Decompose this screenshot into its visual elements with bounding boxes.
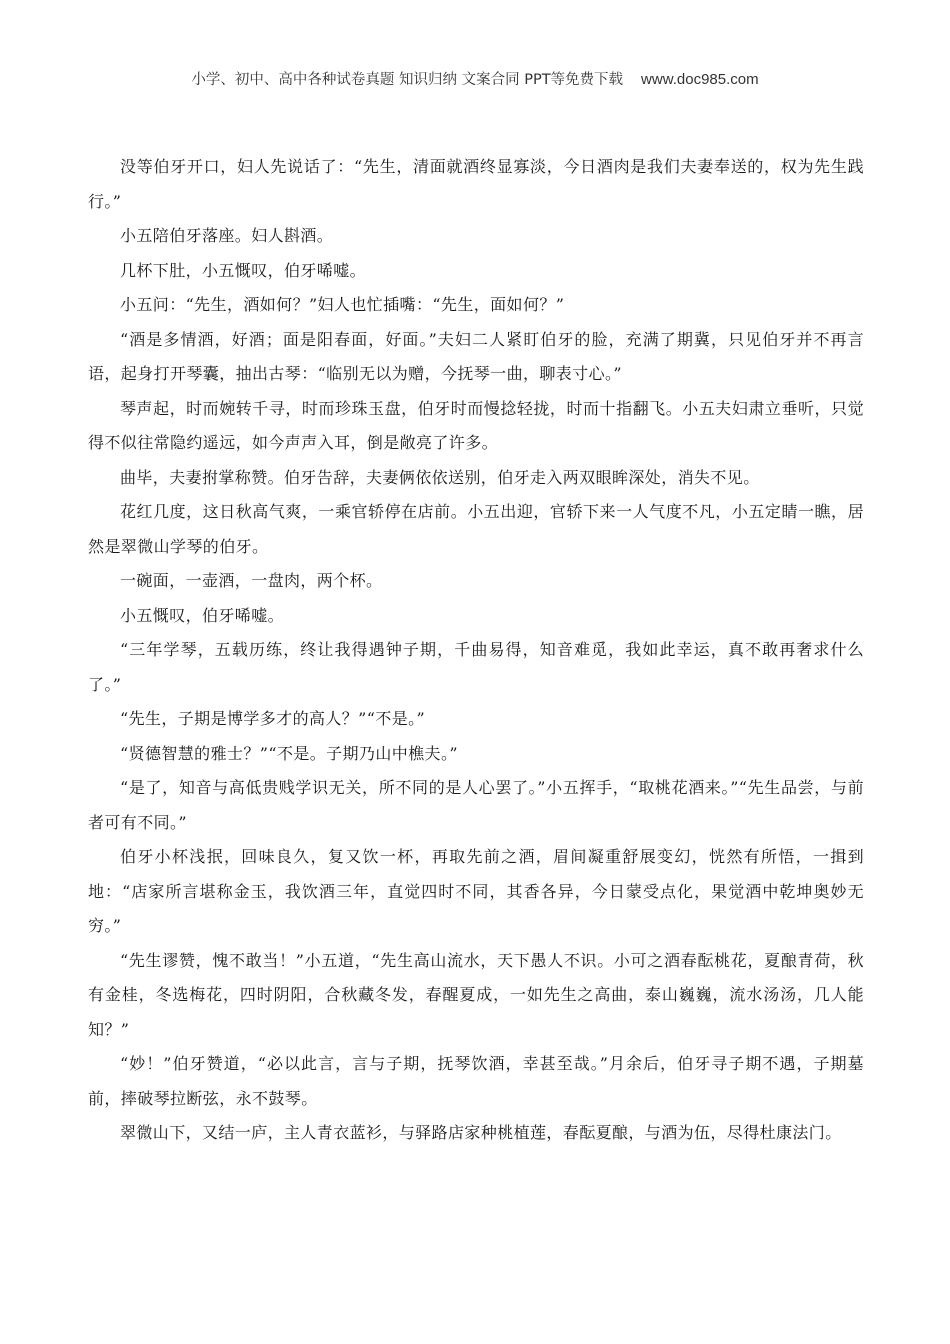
- paragraph: 没等伯牙开口，妇人先说话了：“先生，清面就酒终显寡淡，今日酒肉是我们夫妻奉送的，权为先生践行。”: [88, 157, 864, 211]
- paragraph: “酒是多情酒，好酒；面是阳春面，好面。”夫妇二人紧盯伯牙的脸，充满了期冀，只见伯牙并不再言语，起身打开琴囊，抽出古琴：“临别无以为赠，今抚琴一曲，聊表寸心。”: [88, 329, 864, 383]
- paragraph: 几杯下肚，小五慨叹，伯牙唏嘘。: [120, 260, 367, 280]
- paragraph: 花红几度，这日秋高气爽，一乘官轿停在店前。小五出迎，官轿下来一人气度不凡，小五定睛一瞧，居然是翠微山学琴的伯牙。: [88, 502, 864, 556]
- paragraph: 小五问：“先生，酒如何？”妇人也忙插嘴：“先生，面如何？”: [120, 295, 565, 314]
- article-body: [88, 150, 864, 1151]
- paragraph: 伯牙小杯浅抿，回味良久，复又饮一杯，再取先前之酒，眉间凝重舒展变幻，恍然有所悟，一揖到地：“店家所言堪称金玉，我饮酒三年，直觉四时不同，其香各异，今日蒙受点化，果觉酒中乾坤奥妙无穷。”: [88, 847, 864, 935]
- paragraph: “先生谬赞，愧不敢当！”小五道，“先生高山流水，天下愚人不识。小可之酒春酝桃花，夏酿青荷，秋有金桂，冬选梅花，四时阴阳，合秋藏冬发，春醒夏成，一如先生之高曲，泰山巍巍，流水汤汤，几人能知？”: [88, 950, 864, 1039]
- header-text: 小学、初中、高中各种试卷真题 知识归纳 文案合同 PPT等免费下载: [191, 72, 624, 88]
- paragraph: 小五陪伯牙落座。妇人斟酒。: [120, 226, 334, 245]
- paragraph: 一碗面，一壶酒，一盘肉，两个杯。: [120, 571, 383, 590]
- paragraph: “先生，子期是博学多才的高人？”“不是。”: [120, 709, 426, 728]
- page-header: [0, 68, 950, 89]
- paragraph: 曲毕，夫妻拊掌称赞。伯牙告辞，夫妻俩依依送别，伯牙走入两双眼眸深处，消失不见。: [120, 467, 760, 487]
- paragraph: “三年学琴，五载历练，终让我得遇钟子期，千曲易得，知音难觅，我如此幸运，真不敢再奢求什么了。”: [88, 640, 864, 694]
- paragraph: “妙！”伯牙赞道，“必以此言，言与子期，抚琴饮酒，幸甚至哉。”月余后，伯牙寻子期不遇，子期墓前，摔破琴拉断弦，永不鼓琴。: [88, 1054, 864, 1108]
- paragraph: “是了，知音与高低贵贱学识无关，所不同的是人心罢了。”小五挥手，“取桃花酒来。”“先生品尝，与前者可有不同。”: [88, 778, 864, 832]
- paragraph: 翠微山下，又结一庐，主人青衣蓝衫，与驿路店家种桃植莲，春酝夏酿，与酒为伍，尽得杜康法门。: [120, 1123, 842, 1142]
- paragraph: 琴声起，时而婉转千寻，时而珍珠玉盘，伯牙时而慢捻轻拢，时而十指翻飞。小五夫妇肃立垂听，只觉得不似往常隐约遥远，如今声声入耳，倒是敞亮了许多。: [88, 398, 864, 452]
- paragraph: “贤德智慧的雅士？”“不是。子期乃山中樵夫。”: [120, 743, 458, 763]
- paragraph: 小五慨叹，伯牙唏嘘。: [120, 605, 285, 625]
- header-site-link[interactable]: www.doc985.com: [641, 71, 759, 88]
